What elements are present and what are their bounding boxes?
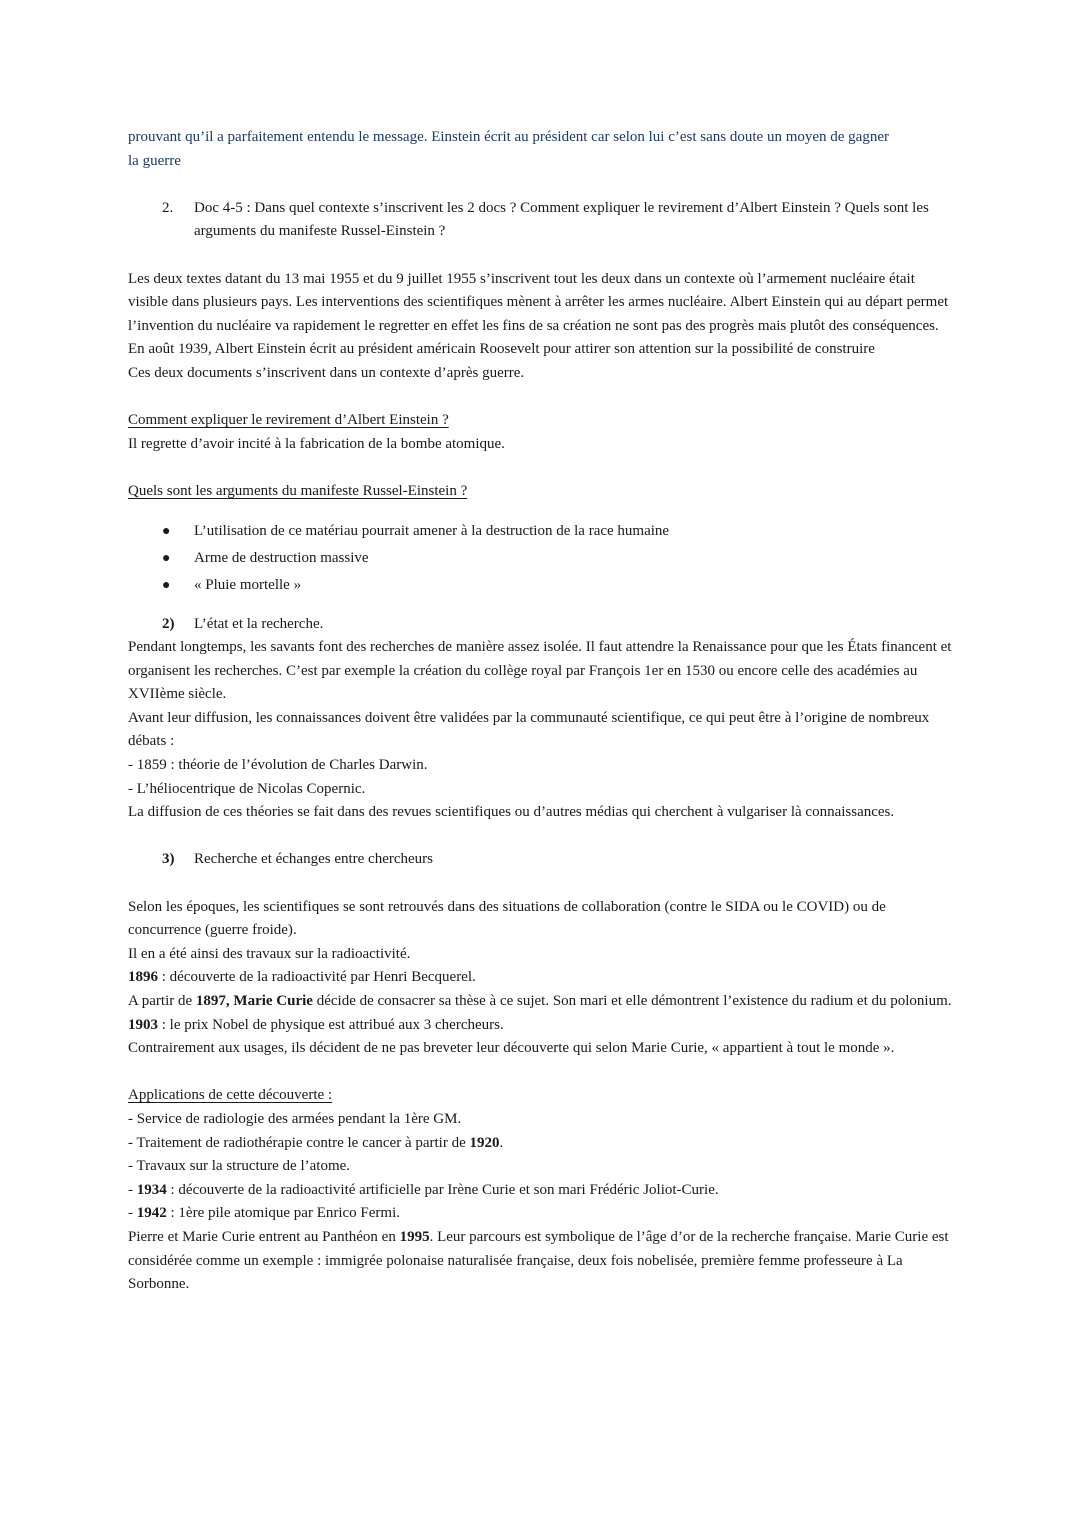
revirement-heading: Comment expliquer le revirement d’Albert Einstein ?	[128, 412, 449, 429]
revirement-answer: Il regrette d’avoir incité à la fabrication de la bombe atomique.	[128, 435, 505, 452]
section-2-heading	[128, 613, 954, 637]
section-3-1903	[128, 1014, 954, 1038]
applications-item-4	[128, 1179, 954, 1203]
bullet-text: « Pluie mortelle »	[194, 576, 302, 593]
applications-item-1: - Service de radiologie des armées pendant la 1ère GM.	[128, 1110, 462, 1127]
section-2-number: 2)	[162, 615, 175, 632]
section-2-p1: Pendant longtemps, les savants font des recherches de manière assez isolée. Il faut attendre la Renaissance pour que les États financent et organisent les recherches. C’est par exemple la création du collège royal par François 1er en 1530 ou encore celle des académies au XVIIème siècle.	[128, 639, 952, 703]
intro-line-2: la guerre	[128, 152, 181, 169]
app-2-text: - Traitement de radiothérapie contre le cancer à partir de	[128, 1134, 470, 1151]
section-3-heading	[128, 848, 954, 872]
section-3-p3: Contrairement aux usages, ils décident de ne pas breveter leur découverte qui selon Marie Curie, « appartient à tout le monde ».	[128, 1040, 895, 1057]
bullet-text: L’utilisation de ce matériau pourrait amener à la destruction de la race humaine	[194, 522, 670, 539]
bullet-icon: ●	[162, 577, 171, 593]
applications-item-5	[128, 1202, 954, 1226]
app-5-text: : 1ère pile atomique par Enrico Fermi.	[166, 1205, 401, 1222]
app-4-text: : découverte de la radioactivité artificielle par Irène Curie et son mari Frédéric Joliot-Curie.	[166, 1181, 719, 1198]
app-4-dash: -	[128, 1181, 137, 1198]
document-body	[128, 126, 954, 1297]
list-item	[162, 572, 954, 599]
bullet-icon: ●	[162, 550, 171, 566]
year-1897: 1897, Marie Curie	[195, 993, 313, 1009]
intro-line-1: prouvant qu’il a parfaitement entendu le message. Einstein écrit au président car selon lui c’est sans doute un moyen de gagner	[128, 129, 889, 145]
app-2-end: .	[499, 1134, 504, 1151]
context-paragraph: Les deux textes datant du 13 mai 1955 et du 9 juillet 1955 s’inscrivent tout les deux dans un contexte où l’armement nucléaire était visible dans plusieurs pays. Les interventions des scientifiques mènent à arrêter les armes nucléaire. Albert Einstein qui au départ permet l’invention du nucléaire va rapidement le regretter en effet les fins de sa création ne sont pas des progrès mais plutôt des conséquences. En août 1939, Albert Einstein écrit au président américain Roosevelt pour attirer son attention sur la possibilité de construire	[128, 270, 949, 358]
bullet-text: Arme de destruction massive	[194, 549, 369, 566]
context-after: Ces deux documents s’inscrivent dans un contexte d’après guerre.	[128, 364, 525, 381]
text-1897-b: décide de consacrer sa thèse à ce sujet. Son mari et elle démontrent l’existence du radium et du polonium.	[312, 993, 952, 1009]
year-1934: 1934	[136, 1181, 167, 1198]
applications-heading: Applications de cette découverte :	[128, 1087, 333, 1104]
section-3-p1: Selon les époques, les scientifiques se sont retrouvés dans des situations de collaboration (contre le SIDA ou le COVID) ou de concurrence (guerre froide).	[128, 898, 886, 939]
text-1903: : le prix Nobel de physique est attribué aux 3 chercheurs.	[158, 1016, 504, 1033]
year-1942: 1942	[136, 1205, 167, 1222]
app-5-dash: -	[128, 1205, 137, 1222]
section-3-1897	[128, 990, 954, 1014]
section-3-p2: Il en a été ainsi des travaux sur la radioactivité.	[128, 945, 411, 962]
text-1897-a: A partir de	[128, 993, 196, 1009]
section-2-p3: La diffusion de ces théories se fait dans des revues scientifiques ou d’autres médias qui cherchent à vulgariser là connaissances.	[128, 804, 895, 821]
bullet-icon: ●	[162, 523, 171, 539]
applications-conclusion	[128, 1226, 954, 1297]
section-2-item-2: - L’héliocentrique de Nicolas Copernic.	[128, 780, 366, 797]
question-2	[128, 197, 954, 244]
year-1903: 1903	[128, 1016, 158, 1033]
conclusion-text-b: . Leur parcours est symbolique de l’âge d’or de la recherche française. Marie Curie est considérée comme un exemple : immigrée polonaise naturalisée française, deux fois nobelisée, première femme professeure à La Sorbonne.	[128, 1228, 949, 1293]
section-3-title: Recherche et échanges entre chercheurs	[194, 851, 434, 868]
manifeste-bullet-list	[128, 518, 954, 599]
question-2-number: 2.	[162, 199, 174, 216]
manifeste-heading: Quels sont les arguments du manifeste Russel-Einstein ?	[128, 482, 468, 499]
section-3-number: 3)	[162, 851, 175, 868]
section-2-p2: Avant leur diffusion, les connaissances doivent être validées par la communauté scientifique, ce qui peut être à l’origine de nombreux débats :	[128, 709, 930, 750]
question-2-text: Doc 4-5 : Dans quel contexte s’inscrivent les 2 docs ? Comment expliquer le revirement d’Albert Einstein ? Quels sont les arguments du manifeste Russel-Einstein ?	[194, 199, 929, 240]
section-2-item-1: - 1859 : théorie de l’évolution de Charles Darwin.	[128, 757, 428, 774]
year-1995: 1995	[399, 1228, 430, 1245]
section-2-title: L’état et la recherche.	[194, 615, 324, 632]
conclusion-text-a: Pierre et Marie Curie entrent au Panthéon en	[128, 1228, 400, 1245]
applications-item-3: - Travaux sur la structure de l’atome.	[128, 1158, 351, 1175]
section-3-1896	[128, 966, 954, 990]
text-1896: : découverte de la radioactivité par Henri Becquerel.	[158, 969, 476, 986]
year-1896: 1896	[128, 969, 158, 986]
applications-item-2	[128, 1132, 954, 1156]
list-item	[162, 545, 954, 572]
list-item	[162, 518, 954, 545]
year-1920: 1920	[469, 1134, 500, 1151]
